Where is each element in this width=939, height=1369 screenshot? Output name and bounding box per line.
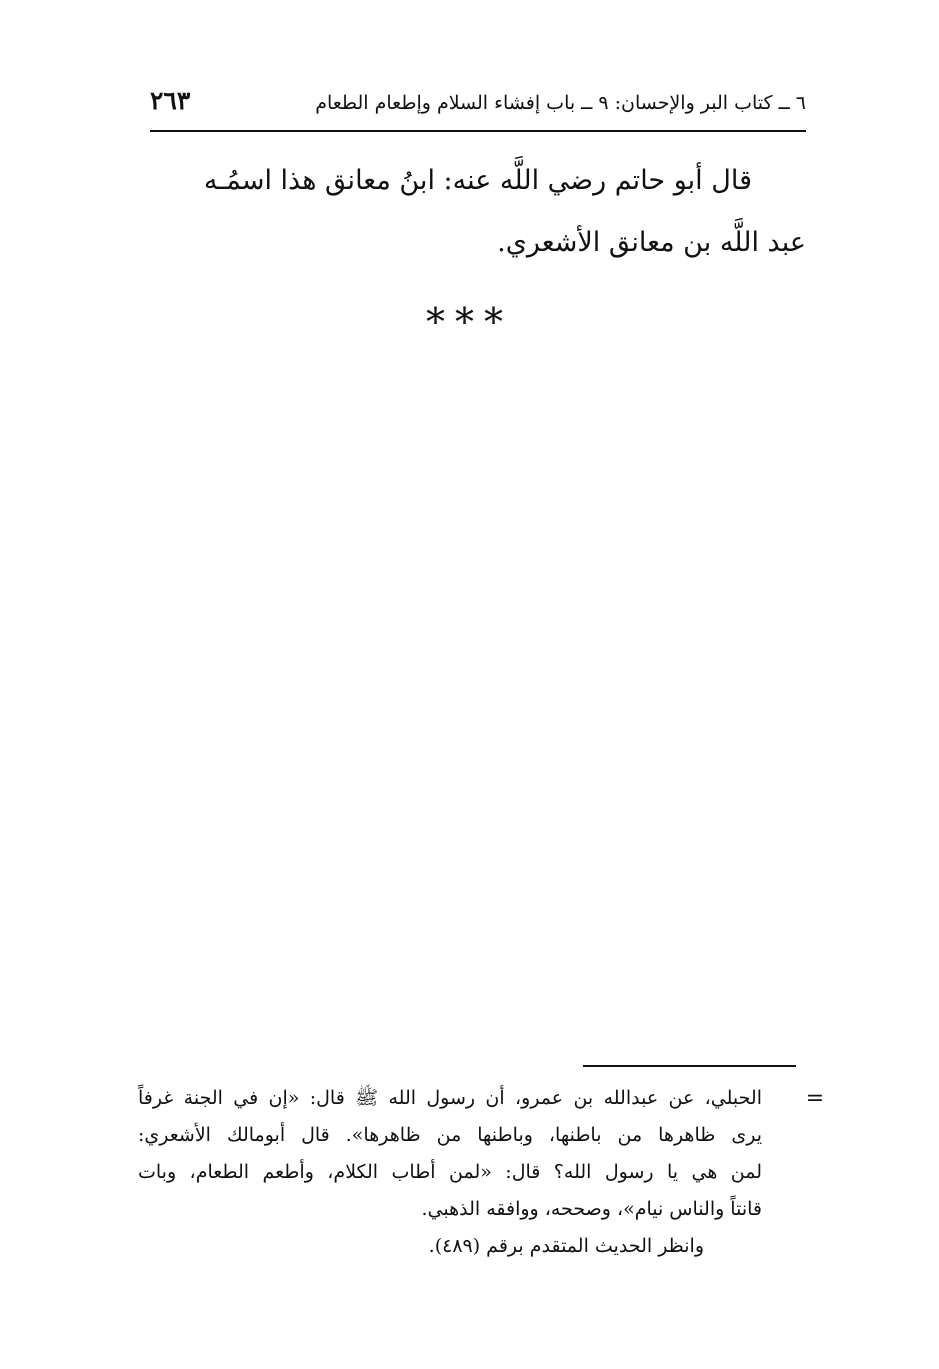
header-rule [150,130,806,132]
running-title: ٦ ــ كتاب البر والإحسان: ٩ ــ باب إفشاء السلام وإطعام الطعام [315,92,806,114]
footnote-line-3: لمن هي يا رسول الله؟ قال: «لمن أطاب الكلام، وأطعم الطعام، وبات [138,1161,762,1183]
footnote-line-1: الحبلي، عن عبدالله بن عمرو، أن رسول الله ﷺ قال: «إن في الجنة غرفاً [138,1087,762,1109]
footnote-line-4: قانتاً والناس نيام»، وصححه، ووافقه الذهبي. [421,1198,762,1220]
section-separator: *** [426,300,513,344]
footnote-line-2: يرى ظاهرها من باطنها، وباطنها من ظاهرها». قال أبومالك الأشعري: [138,1124,762,1146]
footnote [138,1080,762,1265]
main-text [150,150,806,274]
body-line-1: قال أبو حاتم رضي اللَّه عنه: ابنُ معانق هذا اسمُـه [203,165,752,196]
running-header [150,84,806,126]
page-number: ٢٦٣ [150,86,191,115]
footnote-continuation-mark: = [805,1086,825,1111]
footnote-rule [583,1065,796,1067]
body-line-2: عبد اللَّه بن معانق الأشعري. [497,227,806,258]
footnote-reference: وانظر الحديث المتقدم برقم (٤٨٩). [428,1235,704,1257]
